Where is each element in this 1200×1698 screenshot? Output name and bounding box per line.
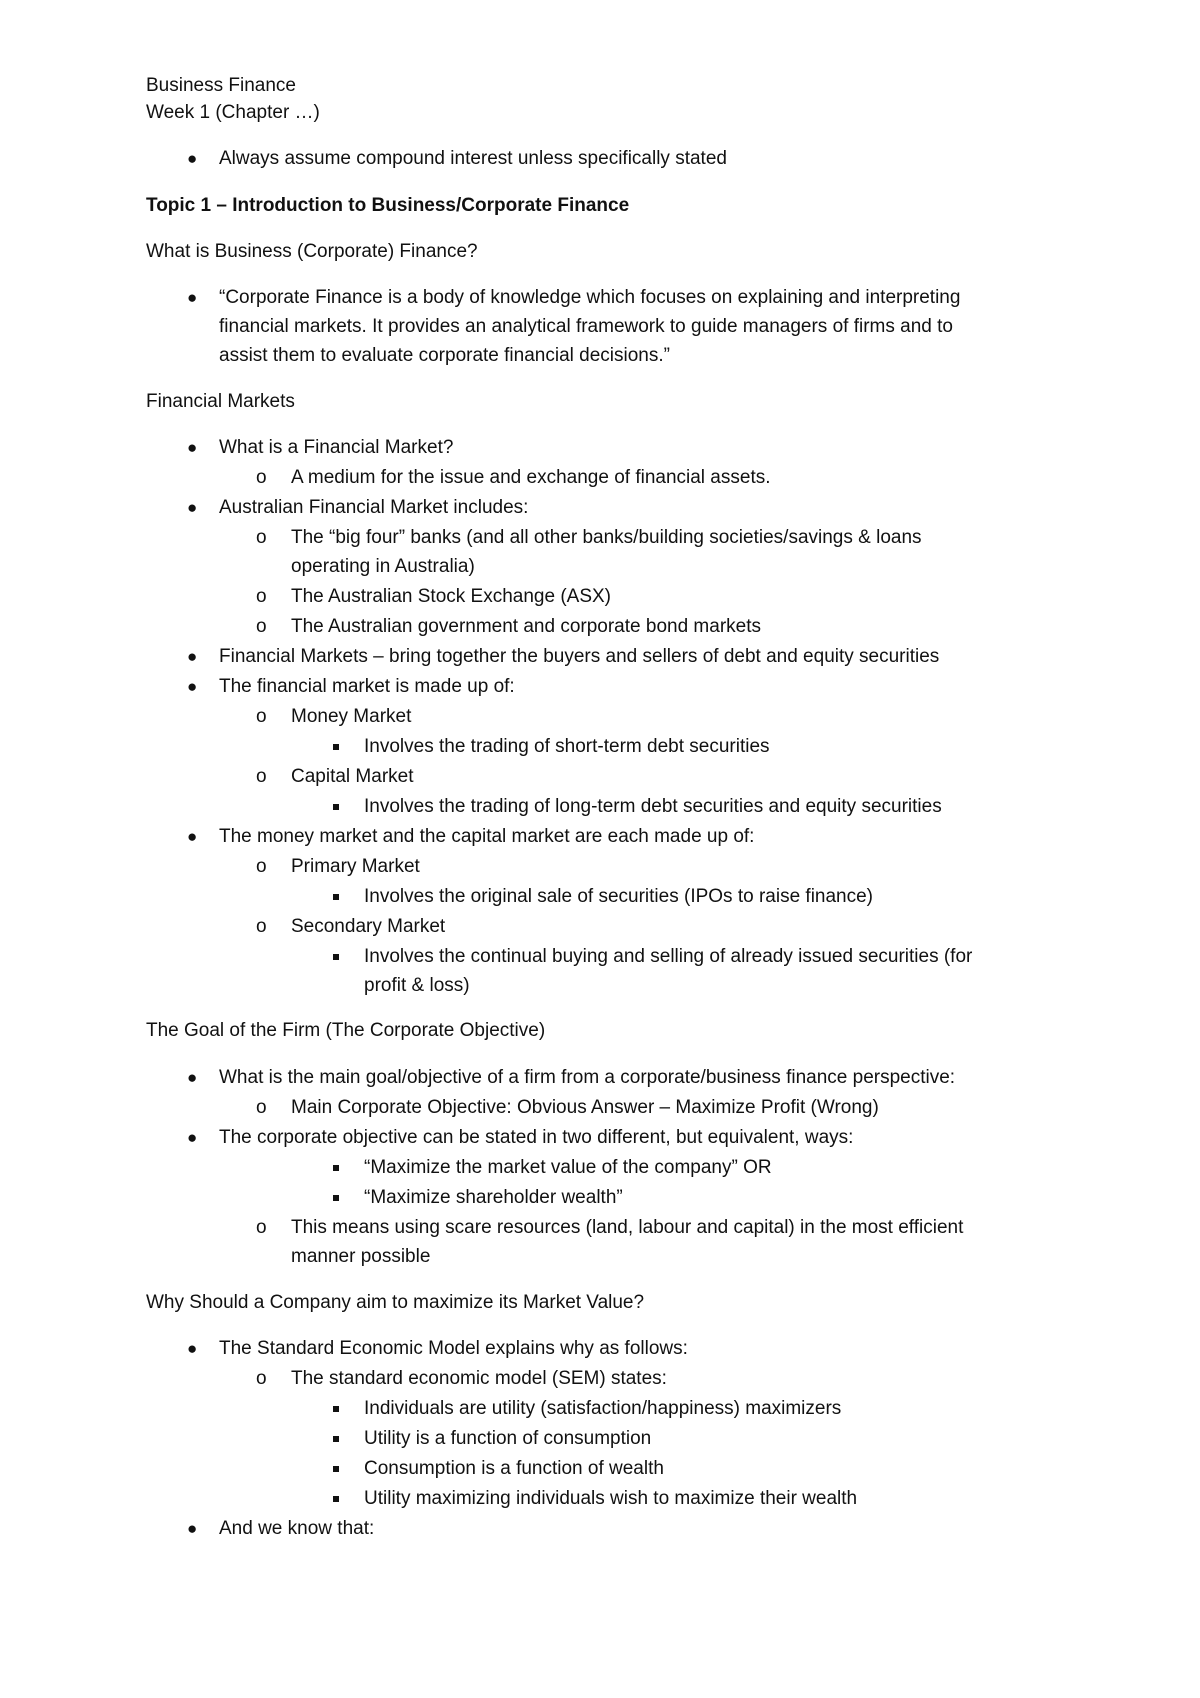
list-item: The Standard Economic Model explains why as follows:	[219, 1338, 688, 1359]
circle-marker: o	[256, 616, 267, 637]
list-item: Utility is a function of consumption	[364, 1428, 652, 1449]
square-bullet-icon	[333, 954, 339, 960]
list-item: Involves the trading of long-term debt securities and equity securities	[364, 796, 942, 817]
bullet-icon: ●	[187, 647, 198, 666]
square-bullet-icon	[333, 1406, 339, 1412]
bullet-icon: ●	[187, 1068, 198, 1087]
list-item: “Maximize shareholder wealth”	[364, 1187, 623, 1208]
section-heading-what-is: What is Business (Corporate) Finance?	[146, 241, 478, 262]
circle-marker: o	[256, 1097, 267, 1118]
circle-marker: o	[256, 467, 267, 488]
list-item: Australian Financial Market includes:	[219, 497, 529, 518]
topic-heading: Topic 1 – Introduction to Business/Corporate Finance	[146, 195, 630, 216]
circle-marker: o	[256, 706, 267, 727]
list-item: Financial Markets – bring together the buyers and sellers of debt and equity securities	[219, 646, 940, 667]
circle-marker: o	[256, 1217, 267, 1238]
list-item: Involves the continual buying and selling of already issued securities (for	[364, 946, 973, 967]
quote-line: “Corporate Finance is a body of knowledge which focuses on explaining and interpreting	[219, 287, 961, 308]
square-bullet-icon	[333, 804, 339, 810]
square-bullet-icon	[333, 1165, 339, 1171]
list-item: Money Market	[291, 706, 412, 727]
list-item: operating in Australia)	[291, 556, 475, 577]
list-item: The Australian Stock Exchange (ASX)	[291, 586, 611, 607]
bullet-icon: ●	[187, 1128, 198, 1147]
list-item: Consumption is a function of wealth	[364, 1458, 664, 1479]
bullet-icon: ●	[187, 288, 198, 307]
week-label: Week 1 (Chapter …)	[146, 102, 320, 123]
list-item: This means using scare resources (land, labour and capital) in the most efficient	[291, 1217, 964, 1238]
square-bullet-icon	[333, 744, 339, 750]
bullet-icon: ●	[187, 438, 198, 457]
list-item: A medium for the issue and exchange of financial assets.	[291, 467, 771, 488]
circle-marker: o	[256, 766, 267, 787]
list-item: Individuals are utility (satisfaction/happiness) maximizers	[364, 1398, 842, 1419]
bullet-icon: ●	[187, 498, 198, 517]
square-bullet-icon	[333, 1436, 339, 1442]
list-item: Involves the original sale of securities (IPOs to raise finance)	[364, 886, 874, 907]
bullet-icon: ●	[187, 149, 198, 168]
square-bullet-icon	[333, 894, 339, 900]
list-item: Involves the trading of short-term debt securities	[364, 736, 770, 757]
bullet-icon: ●	[187, 677, 198, 696]
list-item: Secondary Market	[291, 916, 446, 937]
list-item: manner possible	[291, 1246, 431, 1267]
note-text: Always assume compound interest unless specifically stated	[219, 148, 727, 169]
list-item: The standard economic model (SEM) states:	[291, 1368, 667, 1389]
square-bullet-icon	[333, 1195, 339, 1201]
list-item: The money market and the capital market are each made up of:	[219, 826, 755, 847]
list-item: The financial market is made up of:	[219, 676, 515, 697]
list-item: Main Corporate Objective: Obvious Answer – Maximize Profit (Wrong)	[291, 1097, 879, 1118]
bullet-icon: ●	[187, 827, 198, 846]
list-item: The Australian government and corporate bond markets	[291, 616, 761, 637]
list-item: profit & loss)	[364, 975, 470, 996]
list-item: Utility maximizing individuals wish to maximize their wealth	[364, 1488, 858, 1509]
list-item: What is a Financial Market?	[219, 437, 454, 458]
list-item: And we know that:	[219, 1518, 375, 1539]
list-item: Primary Market	[291, 856, 420, 877]
section-heading-financial-markets: Financial Markets	[146, 391, 295, 412]
square-bullet-icon	[333, 1466, 339, 1472]
circle-marker: o	[256, 1368, 267, 1389]
list-item: The “big four” banks (and all other banks/building societies/savings & loans	[291, 527, 922, 548]
list-item: “Maximize the market value of the company” OR	[364, 1157, 772, 1178]
circle-marker: o	[256, 527, 267, 548]
section-heading-why: Why Should a Company aim to maximize its Market Value?	[146, 1292, 645, 1313]
quote-line: assist them to evaluate corporate financial decisions.”	[219, 345, 670, 366]
circle-marker: o	[256, 856, 267, 877]
list-item: What is the main goal/objective of a firm from a corporate/business finance perspective:	[219, 1067, 956, 1088]
list-item: The corporate objective can be stated in two different, but equivalent, ways:	[219, 1127, 854, 1148]
circle-marker: o	[256, 916, 267, 937]
section-heading-goal: The Goal of the Firm (The Corporate Objective)	[146, 1020, 546, 1041]
document-title: Business Finance	[146, 75, 296, 96]
bullet-icon: ●	[187, 1519, 198, 1538]
bullet-icon: ●	[187, 1339, 198, 1358]
circle-marker: o	[256, 586, 267, 607]
square-bullet-icon	[333, 1496, 339, 1502]
list-item: Capital Market	[291, 766, 414, 787]
quote-line: financial markets. It provides an analytical framework to guide managers of firms and to	[219, 316, 953, 337]
